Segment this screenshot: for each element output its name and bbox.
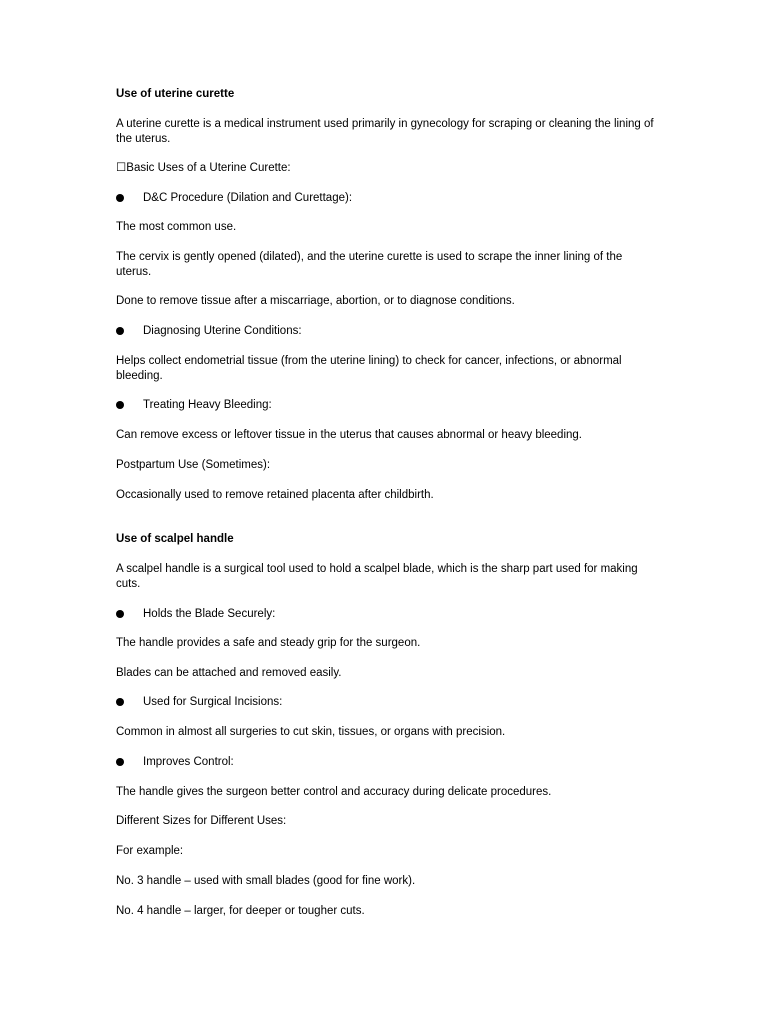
section-heading-scalpel-handle: Use of scalpel handle — [116, 533, 234, 545]
paragraph-basic-uses: ☐Basic Uses of a Uterine Curette: — [116, 162, 291, 174]
paragraph-postpartum-use: Postpartum Use (Sometimes): — [116, 459, 271, 471]
paragraph-endometrial-tissue: Helps collect endometrial tissue (from the uterine lining) to check for cancer, infections, or abnormal bleeding. — [116, 355, 622, 382]
paragraph-curette-intro: A uterine curette is a medical instrument used primarily in gynecology for scraping or cleaning the lining of the uterus. — [116, 118, 654, 145]
bullet-text: D&C Procedure (Dilation and Curettage): — [143, 192, 353, 204]
paragraph-blades-attached: Blades can be attached and removed easily. — [116, 667, 342, 679]
paragraph-different-sizes: Different Sizes for Different Uses: — [116, 815, 287, 827]
paragraph-retained-placenta: Occasionally used to remove retained placenta after childbirth. — [116, 489, 434, 501]
bullet-text: Improves Control: — [143, 756, 234, 768]
bullet-dot-icon — [116, 758, 124, 766]
paragraph-most-common-use: The most common use. — [116, 221, 237, 233]
paragraph-precision: Common in almost all surgeries to cut skin, tissues, or organs with precision. — [116, 726, 506, 738]
paragraph-better-control: The handle gives the surgeon better control and accuracy during delicate procedures. — [116, 786, 552, 798]
bullet-text: Treating Heavy Bleeding: — [143, 399, 272, 411]
bullet-dot-icon — [116, 401, 124, 409]
paragraph-safe-grip: The handle provides a safe and steady grip for the surgeon. — [116, 637, 421, 649]
paragraph-excess-tissue: Can remove excess or leftover tissue in the uterus that causes abnormal or heavy bleeding. — [116, 429, 582, 441]
paragraph-scalpel-intro: A scalpel handle is a surgical tool used to hold a scalpel blade, which is the sharp part used for making cuts. — [116, 563, 638, 590]
bullet-dot-icon — [116, 194, 124, 202]
bullet-dot-icon — [116, 698, 124, 706]
bullet-text: Used for Surgical Incisions: — [143, 696, 283, 708]
bullet-text: Diagnosing Uterine Conditions: — [143, 325, 302, 337]
paragraph-no4-handle: No. 4 handle – larger, for deeper or tougher cuts. — [116, 905, 365, 917]
bullet-dot-icon — [116, 610, 124, 618]
bullet-text: Holds the Blade Securely: — [143, 608, 276, 620]
paragraph-no3-handle: No. 3 handle – used with small blades (good for fine work). — [116, 875, 416, 887]
paragraph-for-example: For example: — [116, 845, 184, 857]
section-heading-uterine-curette: Use of uterine curette — [116, 88, 235, 100]
paragraph-cervix-dilated: The cervix is gently opened (dilated), and the uterine curette is used to scrape the inner lining of the uterus. — [116, 251, 623, 278]
paragraph-remove-tissue: Done to remove tissue after a miscarriage, abortion, or to diagnose conditions. — [116, 295, 515, 307]
bullet-dot-icon — [116, 327, 124, 335]
